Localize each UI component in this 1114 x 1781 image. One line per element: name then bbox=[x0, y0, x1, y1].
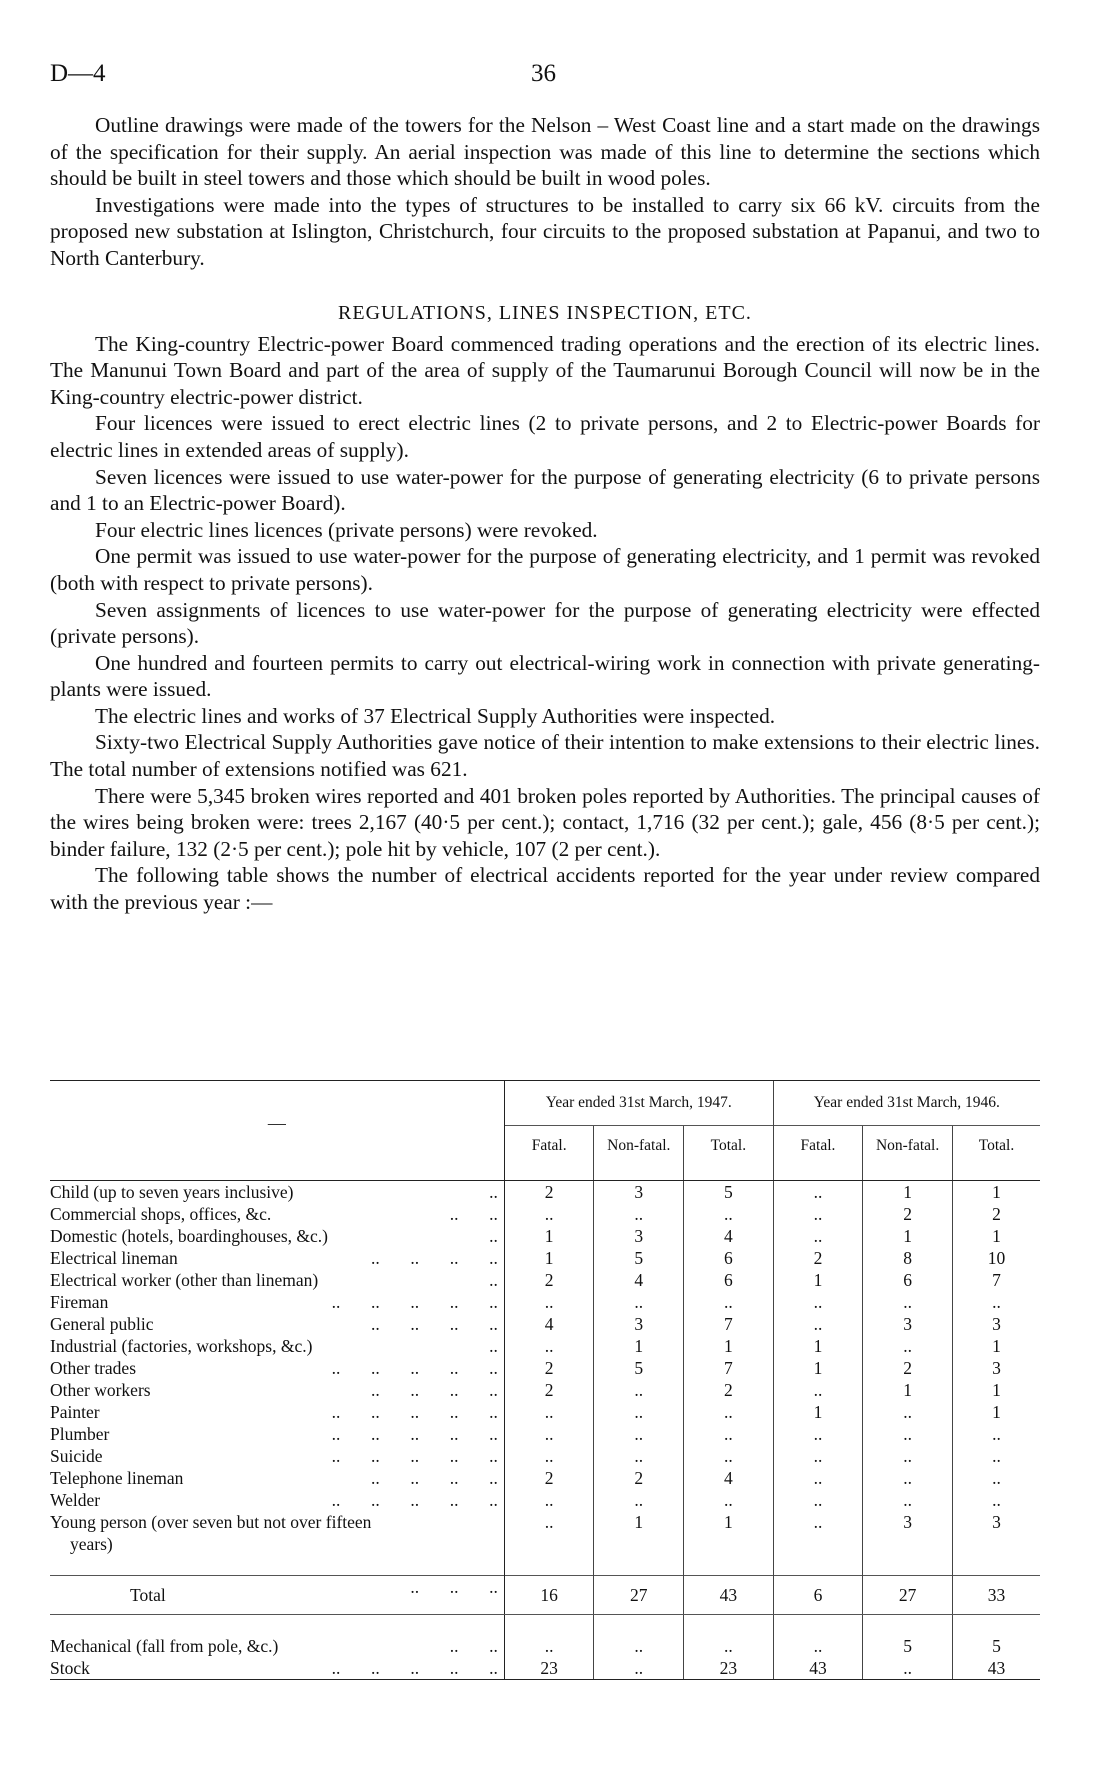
table-cell: 6 bbox=[863, 1269, 953, 1291]
table-cell: 2 bbox=[684, 1379, 774, 1401]
table-cell: 4 bbox=[594, 1269, 684, 1291]
table-cell: .. bbox=[773, 1489, 863, 1511]
row-label bbox=[50, 1225, 504, 1247]
table-cell: .. bbox=[773, 1181, 863, 1204]
table-cell: .. bbox=[684, 1635, 774, 1657]
row-label bbox=[50, 1635, 504, 1657]
row-label bbox=[50, 1489, 504, 1511]
table-cell: 2 bbox=[504, 1357, 594, 1379]
table-cell: .. bbox=[504, 1401, 594, 1423]
table-row bbox=[50, 1657, 1040, 1680]
row-label bbox=[50, 1445, 504, 1467]
paragraph: The King-country Electric-power Board commenced trading operations and the erection of its electric lines. The Manunui Town Board and part of the area of supply of the Taumarunui Borough Council will now be in the King-country electric-power district. bbox=[50, 331, 1040, 409]
table-cell: 2 bbox=[504, 1181, 594, 1204]
table-cell: 4 bbox=[504, 1313, 594, 1335]
table-row bbox=[50, 1401, 1040, 1423]
table-cell: 5 bbox=[952, 1635, 1040, 1657]
table-cell: 1 bbox=[684, 1335, 774, 1357]
paragraph: Four electric lines licences (private persons) were revoked. bbox=[95, 517, 598, 542]
table-cell: .. bbox=[594, 1401, 684, 1423]
row-label bbox=[50, 1576, 504, 1615]
table-cell: .. bbox=[863, 1657, 953, 1680]
row-label-text: Plumber bbox=[50, 1424, 110, 1444]
page-number: 36 bbox=[531, 60, 556, 87]
row-label-text: Welder bbox=[50, 1490, 101, 1510]
page-header bbox=[50, 58, 1040, 98]
row-label-text: Suicide bbox=[50, 1446, 103, 1466]
table-cell: 8 bbox=[863, 1247, 953, 1269]
table-cell: 1 bbox=[773, 1401, 863, 1423]
leader-dots: .. bbox=[489, 1226, 498, 1246]
leader-dots: .. .. .. .. .. bbox=[331, 1658, 498, 1678]
table-row bbox=[50, 1467, 1040, 1489]
table-cell: .. bbox=[504, 1423, 594, 1445]
leader-dots: .. .. .. .. .. bbox=[331, 1424, 498, 1444]
table-row bbox=[50, 1313, 1040, 1335]
table-row bbox=[50, 1445, 1040, 1467]
paragraph: One hundred and fourteen permits to carry out electrical-wiring work in connection with private generating-plants were issued. bbox=[50, 650, 1040, 702]
table-cell: 4 bbox=[684, 1225, 774, 1247]
accidents-table bbox=[50, 1080, 1040, 1680]
table-row bbox=[50, 1379, 1040, 1401]
table-cell: .. bbox=[952, 1467, 1040, 1489]
leader-dots: .. .. bbox=[449, 1204, 498, 1224]
row-label-text: Commercial shops, offices, &c. bbox=[50, 1204, 272, 1224]
leader-dots: .. bbox=[489, 1336, 498, 1356]
table-cell: 1 bbox=[773, 1357, 863, 1379]
table-cell: .. bbox=[504, 1335, 594, 1357]
table-cell: .. bbox=[594, 1635, 684, 1657]
row-label bbox=[50, 1181, 504, 1204]
row-label bbox=[50, 1203, 504, 1225]
table-cell: 27 bbox=[863, 1576, 953, 1615]
row-label bbox=[50, 1247, 504, 1269]
paragraph: Seven licences were issued to use water-power for the purpose of generating electricity (6 to private persons and 1 to an Electric-power Board). bbox=[50, 464, 1040, 516]
table-cell: .. bbox=[504, 1445, 594, 1467]
row-label bbox=[50, 1269, 504, 1291]
table-cell: 1 bbox=[863, 1181, 953, 1204]
table-row bbox=[50, 1511, 1040, 1555]
table-cell: .. bbox=[952, 1445, 1040, 1467]
table-cell: 1 bbox=[863, 1225, 953, 1247]
table-cell: 10 bbox=[952, 1247, 1040, 1269]
table-row bbox=[50, 1203, 1040, 1225]
table-cell: .. bbox=[684, 1423, 774, 1445]
stub-header: — bbox=[50, 1081, 504, 1167]
leader-dots: .. .. .. .. bbox=[370, 1468, 498, 1488]
table-cell: 1 bbox=[773, 1335, 863, 1357]
row-label bbox=[50, 1357, 504, 1379]
spacer-row bbox=[50, 1555, 1040, 1576]
table-cell: 2 bbox=[863, 1203, 953, 1225]
table-cell: .. bbox=[504, 1635, 594, 1657]
document-reference: D—4 bbox=[50, 60, 106, 87]
row-label-continuation: years) bbox=[70, 1534, 113, 1554]
leader-dots: .. .. .. .. .. bbox=[331, 1490, 498, 1510]
table-row bbox=[50, 1225, 1040, 1247]
row-label-text: Fireman bbox=[50, 1292, 109, 1312]
table-cell: .. bbox=[594, 1445, 684, 1467]
table-cell: 1 bbox=[773, 1269, 863, 1291]
table-cell: .. bbox=[952, 1423, 1040, 1445]
table-cell: 2 bbox=[863, 1357, 953, 1379]
table-cell: 4 bbox=[684, 1467, 774, 1489]
paragraph: Sixty-two Electrical Supply Authorities gave notice of their intention to make extensions to their electric lines. The total number of extensions notified was 621. bbox=[50, 730, 1040, 782]
table-cell: .. bbox=[863, 1335, 953, 1357]
table-cell: .. bbox=[863, 1291, 953, 1313]
table-row bbox=[50, 1576, 1040, 1615]
table-cell: .. bbox=[773, 1467, 863, 1489]
table-cell: .. bbox=[594, 1379, 684, 1401]
table-cell: .. bbox=[773, 1313, 863, 1335]
column-header: Fatal. bbox=[773, 1126, 863, 1167]
table-row bbox=[50, 1357, 1040, 1379]
table-cell: 2 bbox=[504, 1269, 594, 1291]
row-label-text: General public bbox=[50, 1314, 154, 1334]
column-header: Non-fatal. bbox=[594, 1126, 684, 1167]
table-cell: .. bbox=[773, 1379, 863, 1401]
row-label-text: Industrial (factories, workshops, &c.) bbox=[50, 1336, 313, 1356]
leader-dots: .. .. .. .. bbox=[370, 1314, 498, 1334]
column-header: Fatal. bbox=[504, 1126, 594, 1167]
table-cell: 16 bbox=[504, 1576, 594, 1615]
table-cell: 23 bbox=[504, 1657, 594, 1680]
leader-dots: .. bbox=[489, 1182, 498, 1202]
table-cell: 1 bbox=[952, 1335, 1040, 1357]
table-cell: .. bbox=[863, 1423, 953, 1445]
table-cell: 3 bbox=[863, 1511, 953, 1555]
table-cell: 1 bbox=[952, 1401, 1040, 1423]
table-cell: .. bbox=[773, 1635, 863, 1657]
table-row bbox=[50, 1423, 1040, 1445]
table-cell: .. bbox=[594, 1489, 684, 1511]
paragraph: There were 5,345 broken wires reported and 401 broken poles reported by Authorities. The principal causes of the wires being broken were: trees 2,167 (40·5 per cent.); contact, 1,716 (32 per cent.); gale, 456 (8·5 per cent.); binder failure, 132 (2·5 per cent.); pole hit by vehicle, 107 (2 per cent.). bbox=[50, 783, 1040, 861]
leader-dots: .. .. .. .. .. bbox=[331, 1292, 498, 1312]
table-cell: 43 bbox=[773, 1657, 863, 1680]
row-label bbox=[50, 1291, 504, 1313]
row-label bbox=[50, 1335, 504, 1357]
table-cell: .. bbox=[863, 1401, 953, 1423]
table-cell: .. bbox=[773, 1423, 863, 1445]
table-cell: 1 bbox=[952, 1181, 1040, 1204]
table-row bbox=[50, 1489, 1040, 1511]
table-cell: 27 bbox=[594, 1576, 684, 1615]
row-label bbox=[50, 1423, 504, 1445]
table-cell: 3 bbox=[594, 1313, 684, 1335]
row-label bbox=[50, 1313, 504, 1335]
table-cell: 1 bbox=[504, 1225, 594, 1247]
table-cell: .. bbox=[684, 1401, 774, 1423]
table-cell: 5 bbox=[594, 1247, 684, 1269]
paragraph: Seven assignments of licences to use water-power for the purpose of generating electricity were effected (private persons). bbox=[50, 597, 1040, 649]
table-cell: 6 bbox=[684, 1247, 774, 1269]
table-cell: .. bbox=[504, 1489, 594, 1511]
table-cell: .. bbox=[863, 1489, 953, 1511]
row-label-text: Other trades bbox=[50, 1358, 137, 1378]
table-cell: 33 bbox=[952, 1576, 1040, 1615]
paragraph: Outline drawings were made of the towers for the Nelson – West Coast line and a start made on the drawings of the specification for their supply. An aerial inspection was made of this line to determine the sections which should be built in steel towers and those which should be built in wood poles. bbox=[50, 113, 1040, 191]
spacer-row bbox=[50, 1615, 1040, 1636]
table-cell: 3 bbox=[952, 1313, 1040, 1335]
group-header-1946: Year ended 31st March, 1946. bbox=[773, 1081, 1040, 1126]
document-page bbox=[50, 58, 1040, 1678]
table-cell: 3 bbox=[863, 1313, 953, 1335]
leader-dots: .. .. .. .. .. bbox=[331, 1358, 498, 1378]
row-label-text: Domestic (hotels, boardinghouses, &c.) bbox=[50, 1226, 329, 1246]
table-cell: .. bbox=[594, 1657, 684, 1680]
row-label bbox=[50, 1467, 504, 1489]
table-row bbox=[50, 1269, 1040, 1291]
row-label bbox=[50, 1511, 504, 1555]
table-cell: 7 bbox=[684, 1357, 774, 1379]
row-label-text: Telephone lineman bbox=[50, 1468, 184, 1488]
table-cell: 3 bbox=[952, 1357, 1040, 1379]
row-label bbox=[50, 1657, 504, 1680]
table-cell: 6 bbox=[684, 1269, 774, 1291]
table-cell: .. bbox=[504, 1511, 594, 1555]
table-cell: .. bbox=[952, 1291, 1040, 1313]
table-cell: 43 bbox=[952, 1657, 1040, 1680]
table-cell: .. bbox=[773, 1511, 863, 1555]
paragraph: One permit was issued to use water-power for the purpose of generating electricity, and 1 permit was revoked (both with respect to private persons). bbox=[50, 544, 1040, 595]
regulations-section bbox=[50, 331, 1040, 916]
row-label-text: Child (up to seven years inclusive) bbox=[50, 1182, 294, 1202]
table-row bbox=[50, 1291, 1040, 1313]
table-cell: 43 bbox=[684, 1576, 774, 1615]
leader-dots: .. .. .. .. bbox=[370, 1380, 498, 1400]
table-cell: 1 bbox=[952, 1225, 1040, 1247]
table-cell: .. bbox=[773, 1291, 863, 1313]
row-label bbox=[50, 1401, 504, 1423]
row-label bbox=[50, 1379, 504, 1401]
row-label-text: Electrical lineman bbox=[50, 1248, 178, 1268]
section-heading: REGULATIONS, LINES INSPECTION, ETC. bbox=[338, 301, 752, 324]
table-cell: 1 bbox=[594, 1511, 684, 1555]
table-cell: .. bbox=[684, 1489, 774, 1511]
table-cell: .. bbox=[684, 1445, 774, 1467]
column-header: Total. bbox=[684, 1126, 774, 1167]
group-header-1947: Year ended 31st March, 1947. bbox=[504, 1081, 773, 1126]
paragraph: Investigations were made into the types of structures to be installed to carry six 66 kV. circuits from the proposed new substation at Islington, Christchurch, four circuits to the proposed substation at Papanui, and two to North Canterbury. bbox=[50, 192, 1040, 270]
table-cell: 2 bbox=[594, 1467, 684, 1489]
leader-dots: .. .. bbox=[449, 1636, 498, 1656]
table-cell: 5 bbox=[594, 1357, 684, 1379]
paragraph: Four licences were issued to erect electric lines (2 to private persons, and 2 to Electric-power Boards for electric lines in extended areas of supply). bbox=[50, 411, 1040, 462]
table-cell: 3 bbox=[594, 1181, 684, 1204]
table-cell: .. bbox=[952, 1489, 1040, 1511]
row-label-text: Mechanical (fall from pole, &c.) bbox=[50, 1636, 279, 1656]
table-cell: 3 bbox=[952, 1511, 1040, 1555]
leader-dots: .. .. .. .. bbox=[370, 1248, 498, 1268]
table-cell: .. bbox=[504, 1291, 594, 1313]
paragraph: The electric lines and works of 37 Electrical Supply Authorities were inspected. bbox=[95, 703, 776, 728]
row-label-text: Young person (over seven but not over fifteen bbox=[50, 1512, 372, 1532]
table-cell: 6 bbox=[773, 1576, 863, 1615]
table-cell: 2 bbox=[504, 1379, 594, 1401]
table-row bbox=[50, 1181, 1040, 1204]
row-label-text: Painter bbox=[50, 1402, 100, 1422]
leader-dots: .. .. .. .. .. bbox=[331, 1402, 498, 1422]
table-cell: 23 bbox=[684, 1657, 774, 1680]
row-label-text: Stock bbox=[50, 1658, 90, 1678]
table-row bbox=[50, 1635, 1040, 1657]
table-cell: 1 bbox=[863, 1379, 953, 1401]
leader-dots: .. .. .. bbox=[410, 1577, 498, 1597]
table-cell: .. bbox=[684, 1203, 774, 1225]
row-label-text: Total bbox=[130, 1585, 166, 1605]
table-cell: .. bbox=[594, 1423, 684, 1445]
table-cell: .. bbox=[684, 1291, 774, 1313]
table-cell: .. bbox=[773, 1203, 863, 1225]
table-cell: .. bbox=[863, 1445, 953, 1467]
table-cell: 1 bbox=[594, 1335, 684, 1357]
table-cell: 2 bbox=[773, 1247, 863, 1269]
row-label-text: Electrical worker (other than lineman) bbox=[50, 1270, 319, 1290]
table-cell: 2 bbox=[504, 1467, 594, 1489]
row-label-text: Other workers bbox=[50, 1380, 151, 1400]
table-cell: 1 bbox=[504, 1247, 594, 1269]
table-row bbox=[50, 1247, 1040, 1269]
table-cell: .. bbox=[863, 1467, 953, 1489]
table-cell: 1 bbox=[952, 1379, 1040, 1401]
table-cell: 5 bbox=[684, 1181, 774, 1204]
table-cell: 3 bbox=[594, 1225, 684, 1247]
table-cell: 1 bbox=[684, 1511, 774, 1555]
table-cell: .. bbox=[594, 1203, 684, 1225]
table-cell: .. bbox=[504, 1203, 594, 1225]
table-cell: 2 bbox=[952, 1203, 1040, 1225]
table-cell: .. bbox=[773, 1225, 863, 1247]
table-cell: 7 bbox=[684, 1313, 774, 1335]
leader-dots: .. .. .. .. .. bbox=[331, 1446, 498, 1466]
table-cell: .. bbox=[594, 1291, 684, 1313]
table-cell: 7 bbox=[952, 1269, 1040, 1291]
intro-section bbox=[50, 112, 1040, 272]
leader-dots: .. bbox=[489, 1270, 498, 1290]
column-header: Total. bbox=[952, 1126, 1040, 1167]
paragraph: The following table shows the number of electrical accidents reported for the year under review compared with the previous year :— bbox=[50, 863, 1040, 915]
column-header: Non-fatal. bbox=[863, 1126, 953, 1167]
table-row bbox=[50, 1335, 1040, 1357]
table-cell: 5 bbox=[863, 1635, 953, 1657]
table-cell: .. bbox=[773, 1445, 863, 1467]
